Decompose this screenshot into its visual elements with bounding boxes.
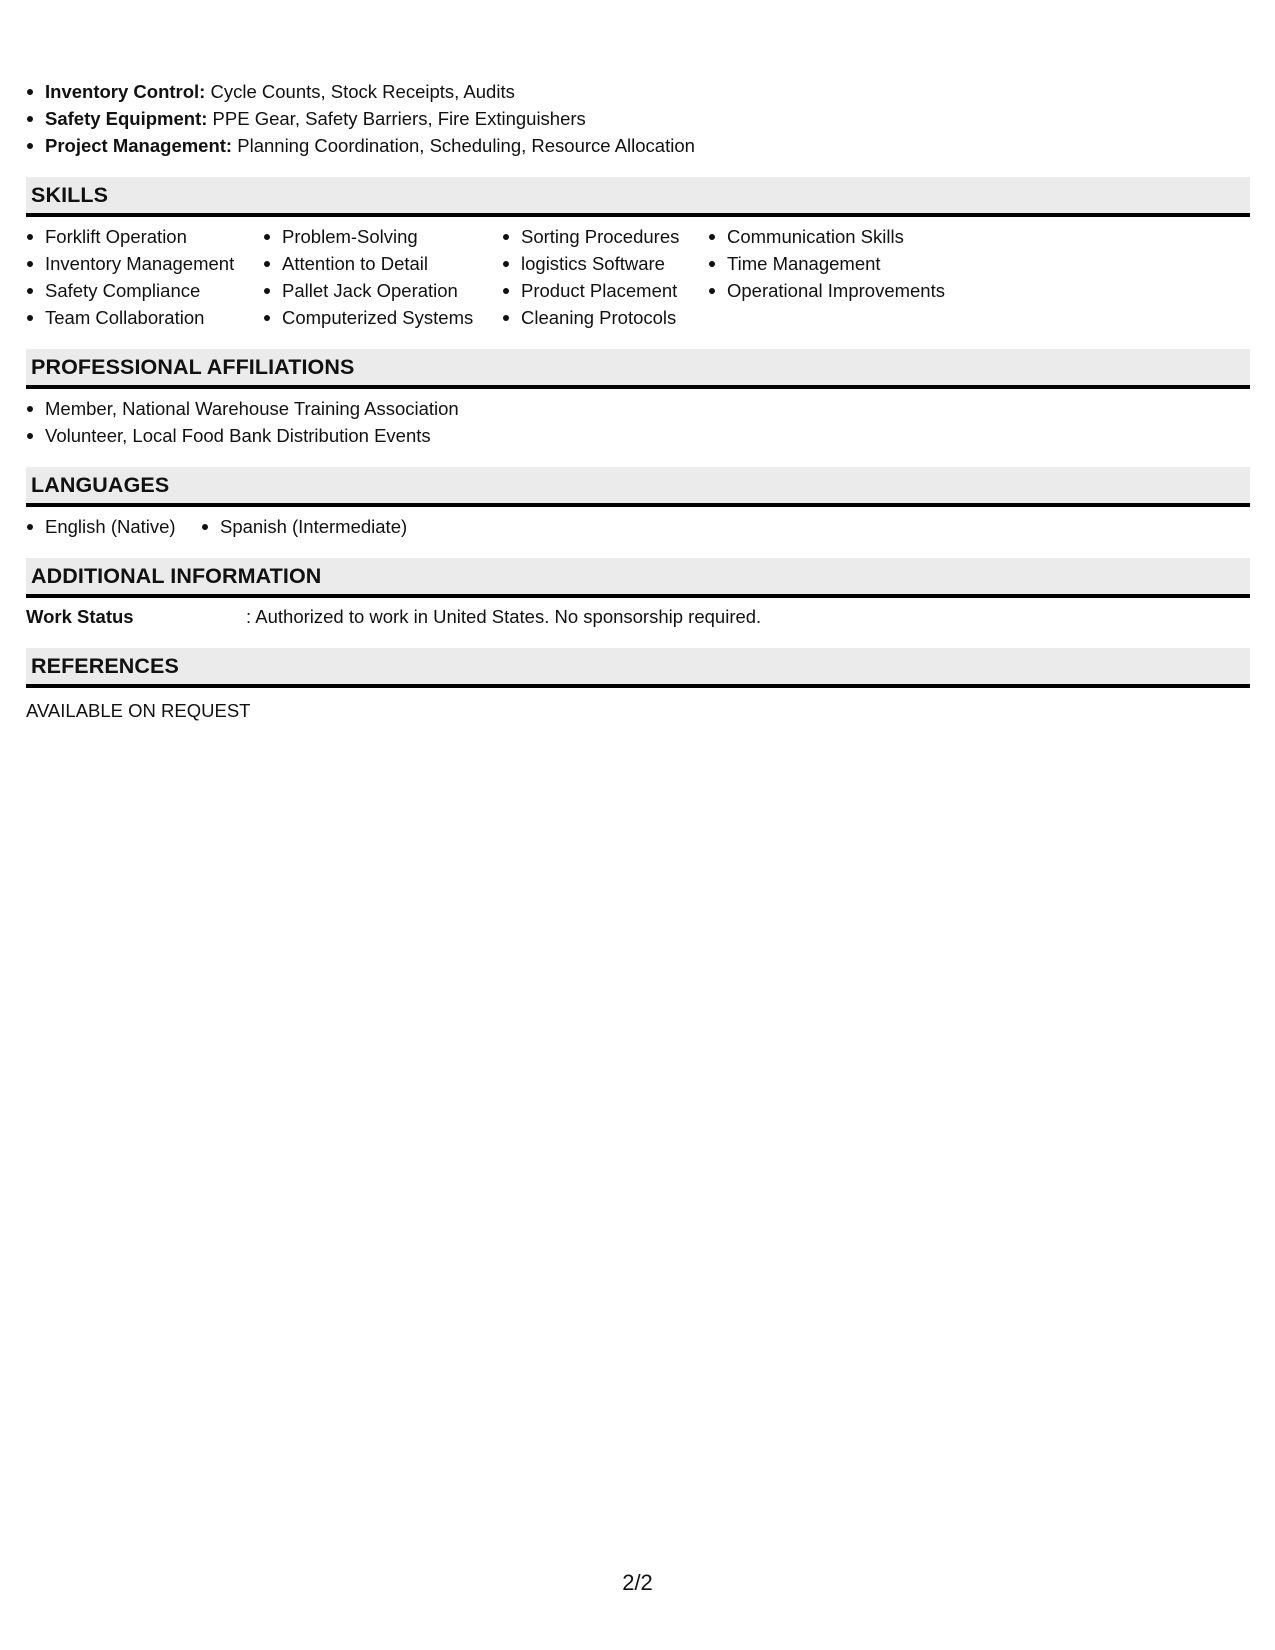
skill-item: Time Management (708, 250, 1008, 277)
affiliations-list (26, 395, 1250, 449)
skill-item: Attention to Detail (263, 250, 502, 277)
work-status-label: Work Status (26, 606, 134, 627)
section-title: SKILLS (31, 182, 109, 207)
work-status-value: : Authorized to work in United States. No sponsorship required. (246, 606, 762, 627)
item-text: Planning Coordination, Scheduling, Resource Allocation (232, 135, 695, 156)
skill-item: Forklift Operation (26, 223, 263, 250)
skill-item: Safety Compliance (26, 277, 263, 304)
list-item (26, 105, 1250, 132)
skills-grid (26, 223, 1250, 331)
references-text: AVAILABLE ON REQUEST (26, 700, 251, 721)
additional-info-heading (26, 558, 1250, 598)
tools-list (26, 78, 1250, 159)
skill-item: Problem-Solving (263, 223, 502, 250)
section-title: REFERENCES (31, 653, 179, 678)
skill-item: Operational Improvements (708, 277, 1008, 304)
section-title: ADDITIONAL INFORMATION (31, 563, 322, 588)
affiliation-item: Member, National Warehouse Training Association (26, 395, 1250, 422)
skills-column (708, 223, 1008, 331)
skill-item: logistics Software (502, 250, 708, 277)
item-text: PPE Gear, Safety Barriers, Fire Extinguishers (207, 108, 586, 129)
skills-column (502, 223, 708, 331)
skill-item: Communication Skills (708, 223, 1008, 250)
languages-column (201, 513, 407, 540)
item-label: Project Management: (45, 135, 233, 156)
skills-column (26, 223, 263, 331)
languages-heading (26, 467, 1250, 507)
skill-item: Cleaning Protocols (502, 304, 708, 331)
item-label: Inventory Control: (45, 81, 206, 102)
page-number: 2/2 (622, 1570, 653, 1595)
languages-column (26, 513, 201, 540)
item-label: Safety Equipment: (45, 108, 208, 129)
skill-item: Team Collaboration (26, 304, 263, 331)
resume-page (26, 78, 1250, 724)
section-title: LANGUAGES (31, 472, 170, 497)
section-title: PROFESSIONAL AFFILIATIONS (31, 354, 355, 379)
language-item: Spanish (Intermediate) (201, 513, 407, 540)
skill-item: Inventory Management (26, 250, 263, 277)
skills-column (263, 223, 502, 331)
language-item: English (Native) (26, 513, 201, 540)
skill-item: Product Placement (502, 277, 708, 304)
languages-list (26, 513, 1250, 540)
skill-item: Pallet Jack Operation (263, 277, 502, 304)
list-item (26, 132, 1250, 159)
list-item (26, 78, 1250, 105)
work-status-row (26, 604, 1250, 630)
skill-item: Sorting Procedures (502, 223, 708, 250)
item-text: Cycle Counts, Stock Receipts, Audits (205, 81, 515, 102)
references-heading (26, 648, 1250, 688)
skill-item: Computerized Systems (263, 304, 502, 331)
skills-heading (26, 177, 1250, 217)
affiliations-heading (26, 349, 1250, 389)
affiliation-item: Volunteer, Local Food Bank Distribution Events (26, 422, 1250, 449)
